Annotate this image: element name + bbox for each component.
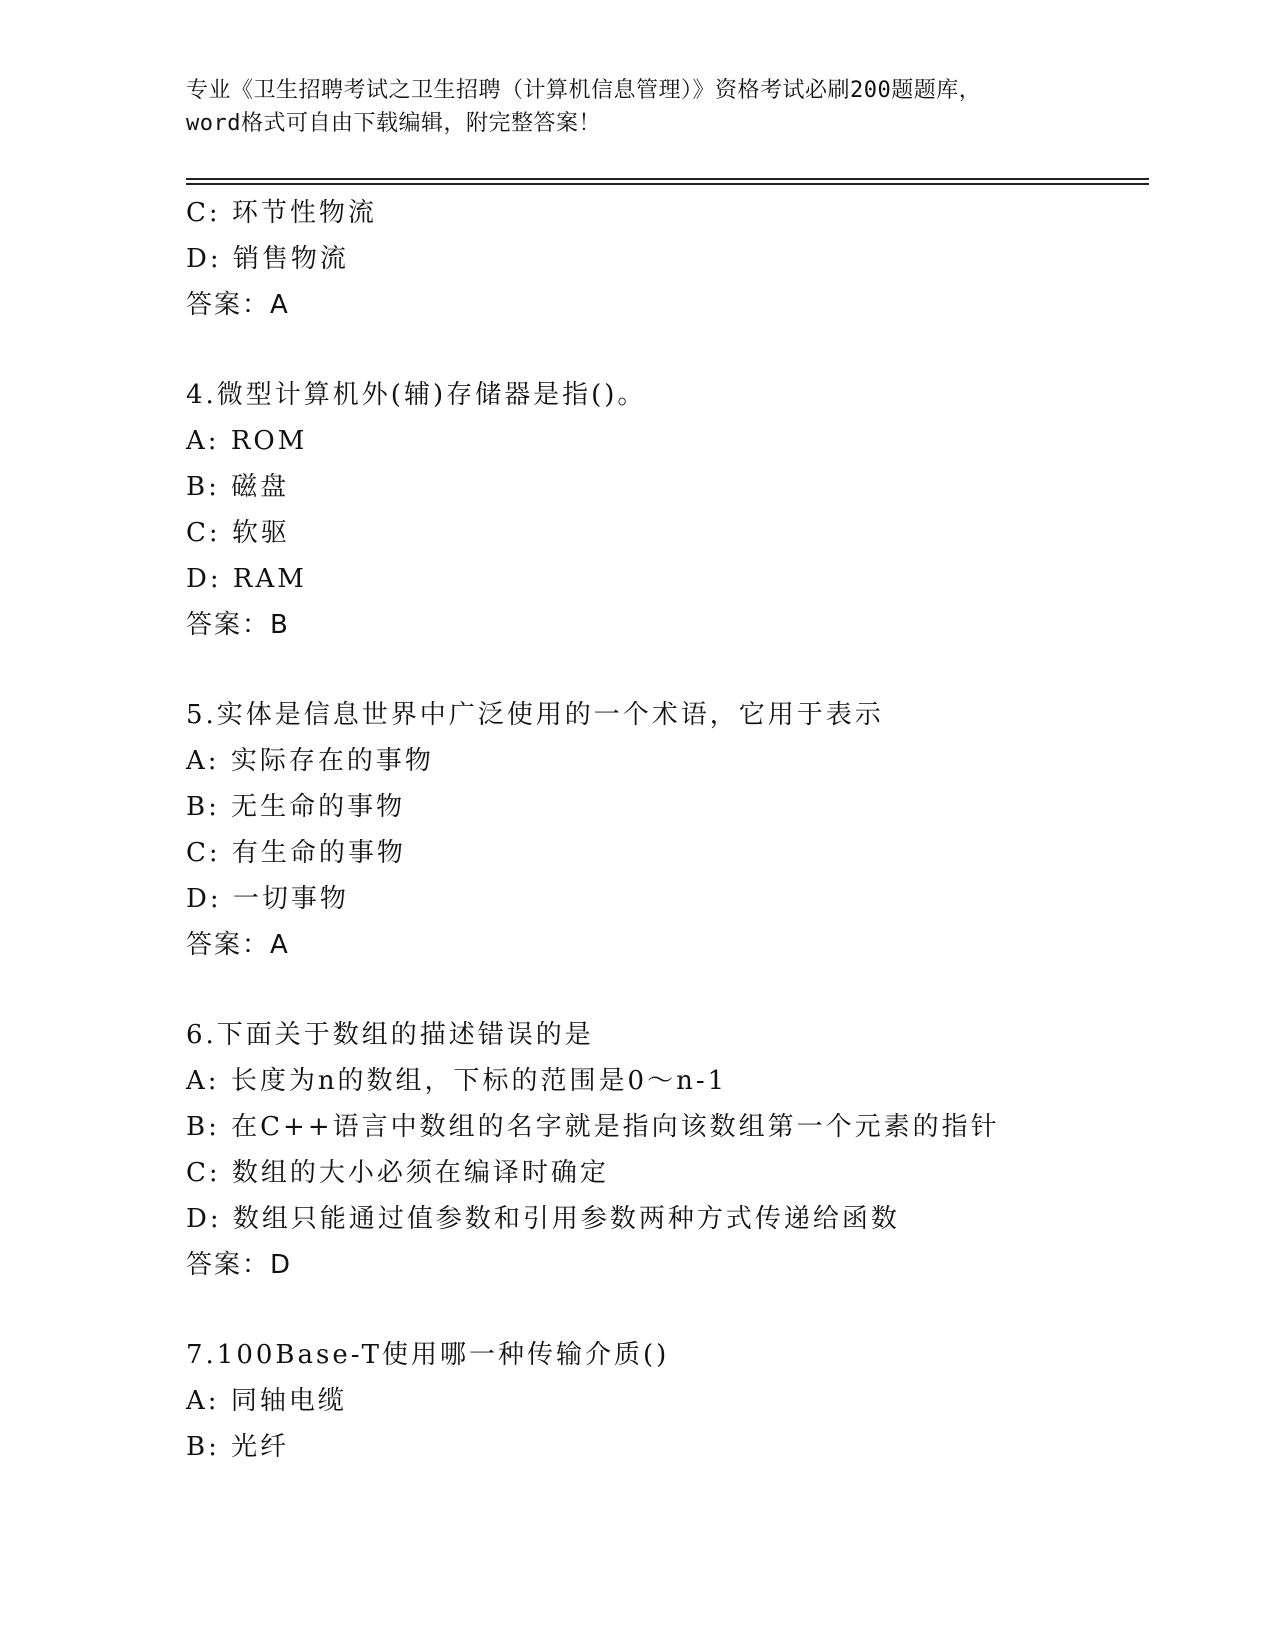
question-stem: 6.下面关于数组的描述错误的是 [186,1020,594,1050]
option-line [186,1150,1146,1196]
option-label: C: [186,1158,221,1188]
option-text: 实际存在的事物 [230,746,434,776]
option-line [186,784,1146,830]
option-text: 数组只能通过值参数和引用参数两种方式传递给函数 [232,1204,900,1234]
document-header [186,74,1086,140]
header-divider-bottom [186,183,1149,185]
option-text: ROM [230,426,308,456]
question-block-6 [186,1012,1146,1288]
option-line [186,464,1146,510]
option-text: 同轴电缆 [230,1386,347,1416]
option-text: 销售物流 [232,244,349,274]
option-text: 磁盘 [231,472,290,502]
option-label: B: [186,1432,220,1462]
option-text: 软驱 [231,518,290,548]
option-line [186,510,1146,556]
option-text: 光纤 [231,1432,290,1462]
question-block-3-continued [186,190,1146,328]
option-text: 在C++语言中数组的名字就是指向该数组第一个元素的指针 [231,1112,1000,1142]
option-label: D: [186,1204,222,1234]
option-label: D: [186,244,222,274]
option-label: A: [186,1066,220,1096]
option-label: C: [186,838,221,868]
question-block-4 [186,372,1146,648]
option-line [186,1058,1146,1104]
question-list [186,190,1146,1470]
option-text: 有生命的事物 [231,838,406,868]
option-label: D: [186,884,222,914]
option-line [186,1196,1146,1242]
option-line [186,738,1146,784]
option-line [186,830,1146,876]
answer-line: 答案：A [186,930,290,960]
option-line [186,876,1146,922]
option-text: 无生命的事物 [231,792,406,822]
question-block-5 [186,692,1146,968]
question-block-7 [186,1332,1146,1470]
answer-line: 答案：A [186,290,290,320]
answer-line: 答案：D [186,1250,293,1280]
option-label: C: [186,518,221,548]
option-line [186,556,1146,602]
question-stem: 5.实体是信息世界中广泛使用的一个术语，它用于表示 [186,700,884,730]
question-stem: 4.微型计算机外(辅)存储器是指()。 [186,380,647,410]
option-line [186,418,1146,464]
option-label: B: [186,472,220,502]
option-label: A: [186,1386,220,1416]
option-text: 长度为n的数组，下标的范围是0～n-1 [230,1066,728,1096]
header-subtitle-line: word格式可自由下载编辑，附完整答案！ [186,111,601,136]
option-text: 数组的大小必须在编译时确定 [231,1158,609,1188]
option-line [186,1104,1146,1150]
option-line [186,190,1146,236]
header-divider-top [186,178,1149,180]
option-label: A: [186,746,220,776]
option-label: A: [186,426,220,456]
option-label: B: [186,792,220,822]
option-text: RAM [232,564,307,594]
answer-line: 答案：B [186,610,290,640]
option-line [186,1378,1146,1424]
question-stem: 7.100Base-T使用哪一种传输介质() [186,1340,670,1370]
option-text: 一切事物 [232,884,349,914]
option-label: D: [186,564,222,594]
option-line [186,1424,1146,1470]
option-label: B: [186,1112,220,1142]
option-text: 环节性物流 [231,198,377,228]
option-label: C: [186,198,221,228]
option-line [186,236,1146,282]
header-title-line: 专业《卫生招聘考试之卫生招聘（计算机信息管理）》资格考试必刷200题题库， [186,78,982,103]
